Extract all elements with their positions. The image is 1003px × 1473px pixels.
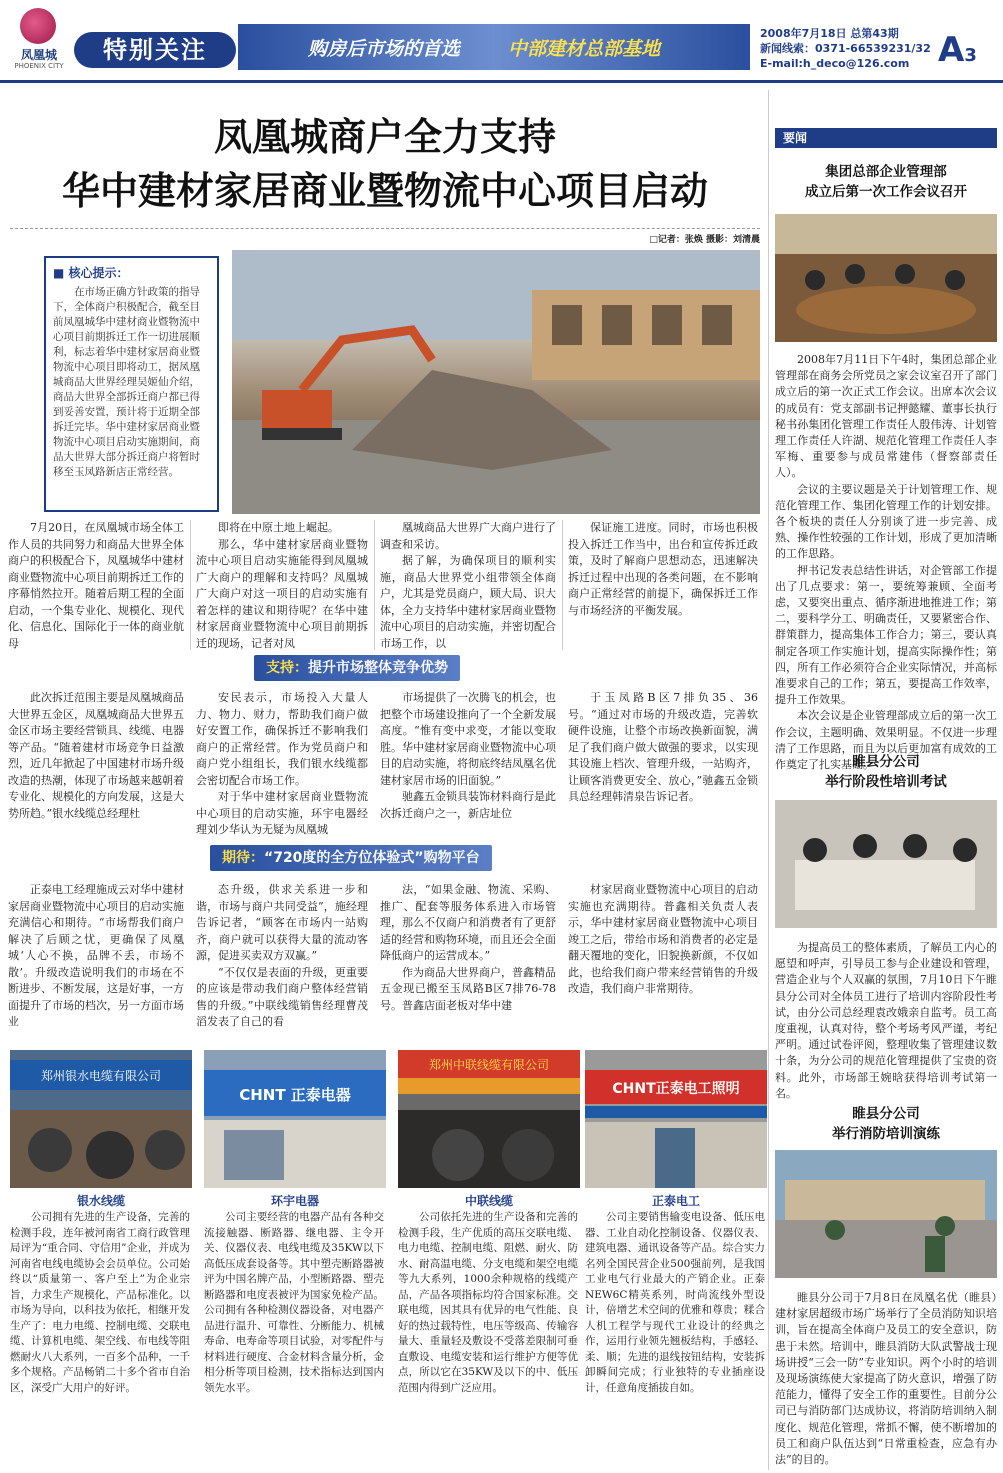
news1-body: 2008年7月11日下午4时，集团总部企业管理部在商务会所党员之家会议室召开了部门成立后的第一次正式工作会议。出席本次会议的成员有：党支部副书记押懿耀、董事长执行秘书孙集团化管理工作责任人殷伟涛、计划管理工作责任人许湖、规范化管理工作责任人李军梅、重要参与成员常建伟（督察部责任人）。 会议的主要议题是关于计划管理工作、规范化管理工作、集团化管理工作的计划安排。各个板块的责任人分别谈了进一步完善、成熟、操作性较强的工作计划，形成了更加清晰的工作思路。 押书记发表总结性讲话，对企管部工作提出了几点要求：第一，要统筹兼顾、全面考虑，又要突出重点、循序渐进地推进工作；第二，要科学分工、明确责任，又要紧密合作、群策群力，提高集体工作合力；第三，要认真制定各项工作实施计划，提高实际操作性；第四，所有工作必须符合企业实际情况，并高标准要求自己的工作；第五，要提高工作效率，提升工作效果。 本次会议是企业管理部成立后的第一次工作会议，主题明确、效果明显。不仅进一步理清了工作思路，而且为以后更加富有成效的工作奠定了扎实基础。 [775,353,997,772]
news2-photo [775,800,997,928]
section1-col2: 即将在中原土地上崛起。 那么，华中建材家居商业暨物流中心项目启动实施能得到凤凰城广大商户的理解和支持吗？凤凰城广大商户对这一项目的启动实施有着怎样的建议和期待呢？在华中建材家居商业暨物流中心项目前期拆迁的现场，记者对凤 [196,521,368,650]
core-tip-text: 在市场正确方针政策的指导下，全体商户积极配合，截至目前凤凰城华中建材商业暨物流中心项目前期拆迁工作一切进展顺利，标志着华中建材家居商业暨物流中心项目即将动工，据凤凰城商品大世界经理吴姬仙介绍，商品大世界全部拆迁商户都已得到妥善安置，预计将于近期全部拆迁完毕。华中建材家居商业暨物流中心项目启动实施期间，商品大世界大部分拆迁商户将暂时移至玉凤路新店正常经营。 [53,286,200,478]
section1-col3: 凰城商品大世界广大商户进行了调查和采访。 据了解，为确保项目的顺利实施，商品大世界党小组带领全体商户，尤其是党员商户，顾大局、识大体，全力支持华中建材家居商业暨物流中心项目的启动实施，并密切配合市场工作，以 [380,521,556,650]
shop-text-yinshui: 公司拥有先进的生产设备，完善的检测手段，连年被河南省工商行政管理局评为“重合同、守信用”企业，并成为河南省电线电缆协会会员单位。公司始终以“质量第一、客户至上”为企业宗旨，力求生产规模化，产品标准化。以市场为导向，以科技为依托，相继开发生产了：电力电缆、控制电缆、交联电缆、计算机电缆、架空线、布电线等阻燃耐火八大系列，一百多个品种，一千多个规格。产品畅销二十多个省市自治区，深受广大用户的好评。 [10,1211,190,1394]
shop-name-zhengtai: 正泰电工 [651,1194,700,1208]
shop-photo-zhonglian [398,1050,580,1188]
hotline: 新闻线索：0371-66539231/32 [760,42,931,55]
shop-sign-huanyu: CHNT 正泰电器 [239,1086,351,1104]
news3-body: 睢县分公司于7月8日在凤凰名优（睢县）建材家居超级市场广场举行了全员消防知识培训，旨在提高全体商户及员工的安全意识，防患于未然。培训中，睢县消防大队武警战士现场讲授“三会一防”专业知识。两个小时的培训及现场演练使大家提高了防火意识，增强了防范能力，懂得了安全工作的重要性。目前分公司已与消防部门达成协议，将消防培训纳入制度化、规范化管理，常抓不懈，使不断增加的员工和商户队伍达到“日常重检查，应急有办法”的目的。 [775,1291,997,1467]
section1-col4: 保证施工进度。同时，市场也积极投入拆迁工作当中，出台和宣传拆迁政策，及时了解商户思想动态，迅速解决拆迁过程中出现的各类问题，在不影响商户正常经营的前提下，确保拆迁工作与市场经济的平衡发展。 [568,521,758,617]
shop-sign-zhonglian: 郑州中联线缆有限公司 [428,1058,550,1072]
email: E-mail:h_deco@126.com [760,57,910,70]
shop-name-yinshui: 银水线缆 [76,1194,125,1208]
section3-col2: 态升级，供求关系进一步和谐，市场与商户共同受益”，施经理告诉记者，“顾客在市场内一站购齐，商户就可以获得大量的流动客源，促进买卖双方双赢。” “不仅仅是表面的升级，更重要的应该是带动我们商户整体经营销售的升级。”中联线缆销售经理曹茂滔发表了自己的看 [196,883,368,1028]
sidebar-header: 要闻 [775,128,997,148]
logo-name: 凤凰城 [20,48,57,62]
section1-col1: 7月20日，在凤凰城市场全体工作人员的共同努力和商品大世界全体商户的积极配合下，凤凰城华中建材商业暨物流中心项目前期拆迁工作的序幕悄然拉开。随着后期工程的全面启动，一个集专业化、规模化、现代化、信息化、国际化于一体的商业航母 [8,521,184,650]
headline-line-1: 凤凰城商户全力支持 [213,114,556,159]
section3-col1: 正泰电工经理施成云对华中建材家居商业暨物流中心项目的启动实施充满信心和期待。“市场帮我们商户解决了后顾之忧，更确保了凤凰城‘人心不换，品牌不丢，市场不散’。升级改造说明我们的市场在不断进步、不断发展，这是好事，一方面提升了市场的档次，另一方面市场业 [8,883,184,1028]
shop-sign-zhengtai: CHNT正泰电工照明 [612,1081,740,1097]
issue-info [760,26,940,71]
news1-photo [775,214,997,342]
section3-col4: 材家居商业暨物流中心项目的启动实施也充满期待。普鑫相关负责人表示，华中建材家居商业暨物流中心项目竣工之后，带给市场和消费者的必定是翻天覆地的变化，旧貌换新颜，不仅如此，也给我们商户带来经营销售的升级改造，我们商户非常期待。 [568,883,758,995]
news1-title: 集团总部企业管理部 成立后第一次工作会议召开 [805,164,967,200]
section-tag: 特别关注 [74,32,236,68]
shop-name-huanyu: 环宇电器 [270,1194,319,1208]
shop-photo-huanyu [204,1050,386,1188]
byline: □记者：张焕 摄影：刘清晨 [10,228,760,245]
subhead-support: 支持：提升市场整体竞争优势 [254,655,460,681]
slogan-2: 中部建材总部基地 [508,38,661,60]
section2-col2: 安民表示，市场投入大量人力、物力、财力，帮助我们商户做好安置工作，确保拆迁不影响我们商户的正常经营。作为党员商户和商户党小组组长，我们银水线缆都会密切配合市场工作。 对于华中建材家居商业暨物流中心项目的启动实施，环宇电器经理刘少华认为无疑为凤凰城 [196,691,368,836]
subhead-expect: 期待：“720度的全方位体验式”购物平台 [210,845,492,871]
shop-sign-yinshui: 郑州银水电缆有限公司 [40,1069,162,1083]
shop-text-huanyu: 公司主要经营的电器产品有各种交流接触器、断路器、继电器、主令开关、仪器仪表、电线电缆及35KW以下高低压成套设备等。其中塑壳断路器被评为中国名牌产品，小型断路器、塑壳断路器和电度表被评为国家免检产品。公司拥有各种检测仪器设备，对电器产品进行温升、可靠性、分断能力、机械寿命、电寿命等项目试验，对零配件与材料进行硬度、合金材料含量分析，金相分析等项目检测，技术指标达到国内领先水平。 [204,1211,384,1394]
section2-col1: 此次拆迁范围主要是凤凰城商品大世界五金区，凤凰城商品大世界五金区市场主要经营锁具、线缆、电器等产品。“随着建材市场竞争日益激烈，近几年掀起了中国建材市场升级改造的热潮，体现了市场越来越朝着专业化、规模化的方向发展，这是大势所趋。”银水线缆总经理杜 [8,691,184,820]
section2-col4: 于玉凤路B区7排负35、36号。“通过对市场的升级改造，完善软硬件设施，让整个市场改换新面貌，满足了我们商户做大做强的要求，以实现其设施上档次、管理升级，一站购齐，让顾客消费更安全、放心，”驰鑫五金锁具总经理韩清泉告诉记者。 [568,691,758,803]
excavator-scene-image [232,250,760,514]
shop-photo-yinshui [10,1050,192,1188]
shop-photo-zhengtai [585,1050,767,1188]
news3-photo [775,1150,997,1278]
demolition-photo [232,250,760,514]
news3-title: 睢县分公司 举行消防培训演练 [832,1106,940,1142]
logo [8,8,70,74]
headline-line-2: 华中建材家居商业暨物流中心项目启动 [61,168,708,213]
core-tip-title: ■ 核心提示： [53,264,210,281]
news2-body: 为提高员工的整体素质，了解员工内心的愿望和呼声，引导员工参与企业建设和管理，营造企业与个人双赢的氛围，7月10日下午睢县分公司对全体员工进行了培训内容阶段性考试，由分公司总经理袁改娥亲自监考。员工高度重视，认真对待，整个考场考风严谨，考纪严明。通过试卷评阅，整理收集了管理建议数十条，为分公司的规范化管理提供了宝贵的资料。此外，市场部王婉晗获得培训考试第一名。 [775,941,997,1100]
logo-en: PHOENIX CITY [14,62,64,70]
section3-col3: 法，“如果金融、物流、采购、推广、配套等服务体系进入市场管理，那么不仅商户和消费者有了更舒适的经营和购物环境，而且还会全面降低商户的运营成本。” 作为商品大世界商户，普鑫精品五金现已搬至玉凤路B区7排76-78号。普鑫店面老板对华中建 [380,883,556,1012]
page-num: 3 [964,45,977,66]
header-rule [0,80,1003,83]
shop-text-zhengtai: 公司主要销售输变电设备、低压电器、工业自动化控制设备、仪器仪表、建筑电器、通讯设备等产品。综合实力名列全国民营企业500强前列，是我国工业电气行业最大的产销企业。正泰NEW6C精英系列，时尚流线外型设计，倍增艺术空间的优雅和尊贵；糅合人机工程学与现代工业设计的经典之作，运用行业领先翘板结构，手感轻、柔、顺；先进的退线按钮结构，安装拆卸瞬间完成；行业独特的专业插座设计，任意角度插拔自如。 [585,1211,765,1394]
page-number [938,30,996,70]
shop-name-zhonglian: 中联线缆 [464,1194,513,1208]
page-header [0,0,1003,82]
core-tip-box [44,256,219,512]
news2-title: 睢县分公司 举行阶段性培训考试 [825,754,947,790]
shop-text-zhonglian: 公司依托先进的生产设备和完善的检测手段，生产优质的高压交联电缆、电力电缆、控制电缆、阻燃、耐火、防水、耐高温电缆、分支电缆和架空电缆等九大系列，1000余种规格的线缆产品，产品各项指标均符合国家标准。交联电缆，因其具有优异的电气性能、良好的热过载特性，电压等级高、传输容量大、重量轻及敷设不受落差限制可垂直敷设、电缆安装和运行维护方便等优点，所以它在35KW及以下的中、低压范围内得到广泛应用。 [398,1211,578,1394]
page-letter: A [938,30,965,70]
headline [10,110,760,218]
slogan-band [238,24,750,70]
phoenix-logo-icon [20,8,56,44]
slogan-1: 购房后市场的首选 [308,38,461,60]
issue-date: 2008年7月18日 总第43期 [760,27,899,40]
section2-col3: 市场提供了一次腾飞的机会，也把整个市场建设推向了一个全新发展高度。“惟有变中求变，才能以变取胜。华中建材家居商业暨物流中心项目的启动实施，将彻底终结凤凰名优建材家居市场的旧面貌。” 驰鑫五金锁具装饰材料商行是此次拆迁商户之一，新店址位 [380,691,556,820]
